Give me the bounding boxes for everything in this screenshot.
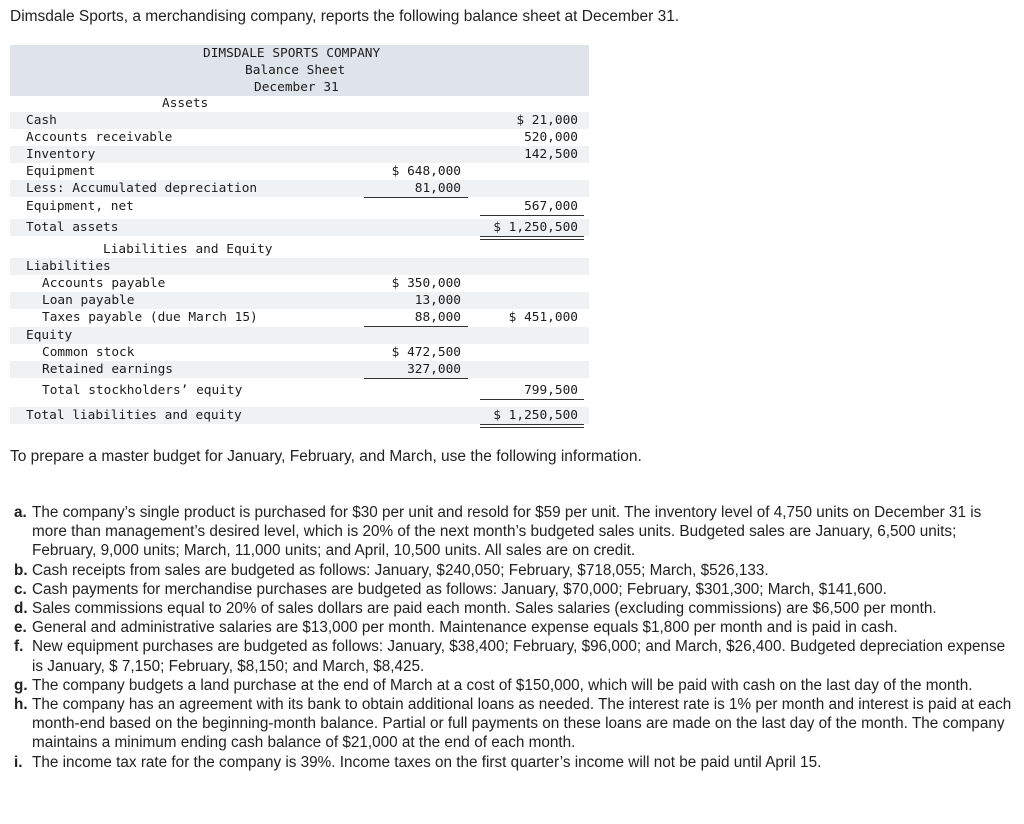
list-item-i: [14, 753, 1016, 772]
amount: $ 472,500: [391, 345, 461, 360]
list-item-h: [14, 695, 1016, 753]
double-underline: [480, 239, 584, 240]
row-total-assets: [10, 219, 589, 236]
item-letter: d.: [14, 600, 28, 618]
label: Equity: [26, 328, 73, 343]
double-underline: [480, 427, 584, 428]
label: Accounts receivable: [26, 130, 173, 145]
list-item-c: [14, 580, 1016, 599]
label: Cash: [26, 113, 57, 128]
item-text: The company’s single product is purchased for $30 per unit and resold for $59 per unit. The inventory level of 4,750 units on December 31 is more than management’s desired level, which is 20% of the next month’s budgeted sales units. Budgeted sales are January, 6,500 units; February, 9,000 units; March, 11,000 units; and April, 10,500 units. All sales are on credit.: [32, 504, 982, 560]
row-accounts-payable: [10, 275, 589, 292]
underline: [480, 399, 584, 400]
item-text: New equipment purchases are budgeted as follows: January, $38,400; February, $96,000; and March, $26,400. Budgeted depreciation expense is January, $ 7,150; February, $8,150; and March, $8,425.: [32, 638, 1006, 675]
item-letter: a.: [14, 504, 27, 521]
item-text: Cash payments for merchandise purchases are budgeted as follows: January, $70,000; February, $301,300; March, $141,600.: [32, 580, 887, 598]
row-equity-heading: [10, 327, 589, 344]
list-item-d: [14, 599, 1016, 618]
label: Accounts payable: [42, 276, 166, 291]
amount: $ 350,000: [391, 276, 461, 291]
item-letter: i.: [14, 753, 23, 771]
list-item-g: [14, 676, 1016, 695]
amount: $ 1,250,500: [493, 408, 578, 423]
label: Total assets: [26, 220, 119, 235]
label: Retained earnings: [42, 362, 173, 377]
row-common-stock: [10, 344, 589, 361]
amount: 142,500: [524, 147, 578, 162]
row-loan-payable: [10, 292, 589, 309]
item-text: Sales commissions equal to 20% of sales dollars are paid each month. Sales salaries (excluding commissions) are $6,500 per month.: [32, 600, 937, 618]
item-letter: f.: [14, 638, 24, 656]
amount: 88,000: [414, 310, 461, 325]
amount: 13,000: [414, 293, 461, 308]
label: Liabilities: [26, 259, 111, 274]
list-item-e: [14, 618, 1016, 637]
list-item-b: [14, 561, 1016, 580]
row-equipment: [10, 163, 589, 180]
amount: $ 1,250,500: [493, 220, 578, 235]
amount: 799,500: [524, 383, 578, 398]
intro-text: Dimsdale Sports, a merchandising company, reports the following balance sheet at December 31.: [10, 8, 680, 25]
information-list: [14, 503, 1016, 772]
label: Equipment: [26, 164, 96, 179]
balance-sheet: [10, 45, 589, 430]
item-text: The income tax rate for the company is 39%. Income taxes on the first quarter’s income will not be paid until April 15.: [32, 753, 822, 771]
underline: [480, 215, 584, 216]
double-underline: [480, 236, 584, 237]
label: Less: Accumulated depreciation: [26, 181, 258, 196]
item-text: The company has an agreement with its bank to obtain additional loans as needed. The interest rate is 1% per month and interest is paid at each month-end based on the beginning-month balance. Partial or full payments on these loans are made on the last day of the month. The company maintains a minimum ending cash balance of $21,000 at the end of each month.: [32, 696, 1012, 752]
amount: 327,000: [407, 362, 461, 377]
item-text: The company budgets a land purchase at the end of March at a cost of $150,000, which will be paid with cash on the last day of the month.: [32, 676, 973, 694]
amount: $ 21,000: [516, 113, 578, 128]
row-taxes-payable: [10, 309, 589, 326]
row-total-stockholders-equity: [10, 382, 589, 399]
prepare-text: To prepare a master budget for January, February, and March, use the following information.: [10, 448, 642, 465]
item-letter: b.: [14, 561, 28, 579]
item-text: Cash receipts from sales are budgeted as follows: January, $240,050; February, $718,055; March, $526,133.: [32, 561, 769, 579]
row-cash: [10, 112, 589, 129]
item-letter: h.: [14, 696, 28, 714]
row-retained-earnings: [10, 361, 589, 378]
amount: 81,000: [414, 181, 461, 196]
label: Equipment, net: [26, 199, 134, 214]
company-name: DIMSDALE SPORTS COMPANY: [203, 46, 381, 61]
row-accumulated-depreciation: [10, 180, 589, 197]
item-letter: g.: [14, 676, 28, 694]
label: Loan payable: [42, 293, 135, 308]
item-letter: c.: [14, 580, 27, 598]
assets-heading: Assets: [162, 96, 209, 111]
statement-title: Balance Sheet: [245, 63, 346, 78]
row-total-liabilities-equity: [10, 407, 589, 424]
amount: 520,000: [524, 130, 578, 145]
label: Total liabilities and equity: [26, 408, 242, 423]
amount: 567,000: [524, 199, 578, 214]
total-liabilities: $ 451,000: [508, 310, 578, 325]
label: Inventory: [26, 147, 96, 162]
item-letter: e.: [14, 619, 27, 637]
label: Common stock: [42, 345, 135, 360]
label: Taxes payable (due March 15): [42, 310, 258, 325]
list-item-f: [14, 637, 1016, 675]
row-equipment-net: [10, 198, 589, 215]
liabilities-equity-heading: Liabilities and Equity: [103, 242, 273, 257]
amount: $ 648,000: [391, 164, 461, 179]
statement-date: December 31: [254, 80, 339, 95]
row-accounts-receivable: [10, 129, 589, 146]
row-inventory: [10, 146, 589, 163]
row-liabilities-heading: [10, 258, 589, 275]
label: Total stockholders’ equity: [42, 383, 243, 398]
double-underline: [480, 424, 584, 425]
list-item-a: [14, 503, 1016, 561]
item-text: General and administrative salaries are $13,000 per month. Maintenance expense equals $1,800 per month and is paid in cash.: [32, 619, 898, 637]
underline: [364, 378, 468, 379]
